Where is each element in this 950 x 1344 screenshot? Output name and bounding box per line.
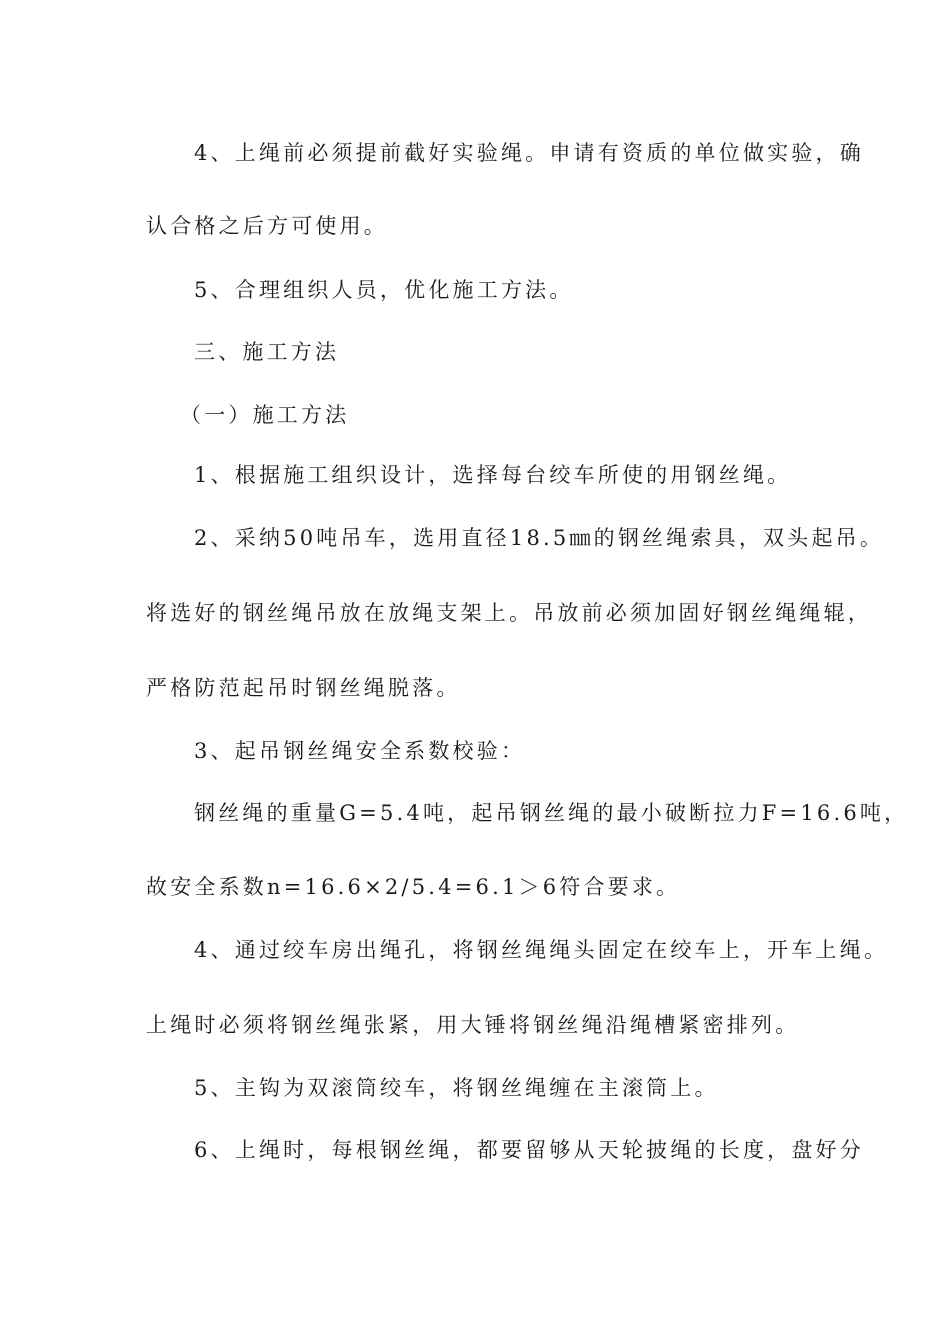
paragraph-line: 4、上绳前必须提前截好实验绳。申请有资质的单位做实验，确 [194, 141, 864, 165]
paragraph-line: 2、采纳50吨吊车，选用直径18.5㎜的钢丝绳索具，双头起吊。 [194, 526, 885, 550]
paragraph-line: 1、根据施工组织设计，选择每台绞车所使的用钢丝绳。 [194, 463, 792, 487]
paragraph-line: 严格防范起吊时钢丝绳脱落。 [146, 676, 461, 700]
paragraph-line: 5、主钩为双滚筒绞车，将钢丝绳缠在主滚筒上。 [194, 1076, 719, 1100]
section-heading: 三、施工方法 [194, 340, 340, 364]
subsection-heading: （一）施工方法 [180, 403, 350, 427]
paragraph-line: 将选好的钢丝绳吊放在放绳支架上。吊放前必须加固好钢丝绳绳辊， [146, 601, 872, 625]
paragraph-line: 上绳时必须将钢丝绳张紧，用大锤将钢丝绳沿绳槽紧密排列。 [146, 1013, 800, 1037]
paragraph-line: 6、上绳时，每根钢丝绳，都要留够从天轮披绳的长度，盘好分 [194, 1138, 864, 1162]
paragraph-line: 认合格之后方可使用。 [146, 214, 388, 238]
paragraph-line: 钢丝绳的重量G=5.4吨，起吊钢丝绳的最小破断拉力F=16.6吨， [194, 801, 909, 825]
paragraph-line: 故安全系数n=16.6×2/5.4=6.1＞6符合要求。 [146, 875, 681, 899]
paragraph-line: 3、起吊钢丝绳安全系数校验： [194, 739, 526, 763]
paragraph-line: 4、通过绞车房出绳孔，将钢丝绳绳头固定在绞车上，开车上绳。 [194, 938, 889, 962]
paragraph-line: 5、合理组织人员，优化施工方法。 [194, 278, 574, 302]
